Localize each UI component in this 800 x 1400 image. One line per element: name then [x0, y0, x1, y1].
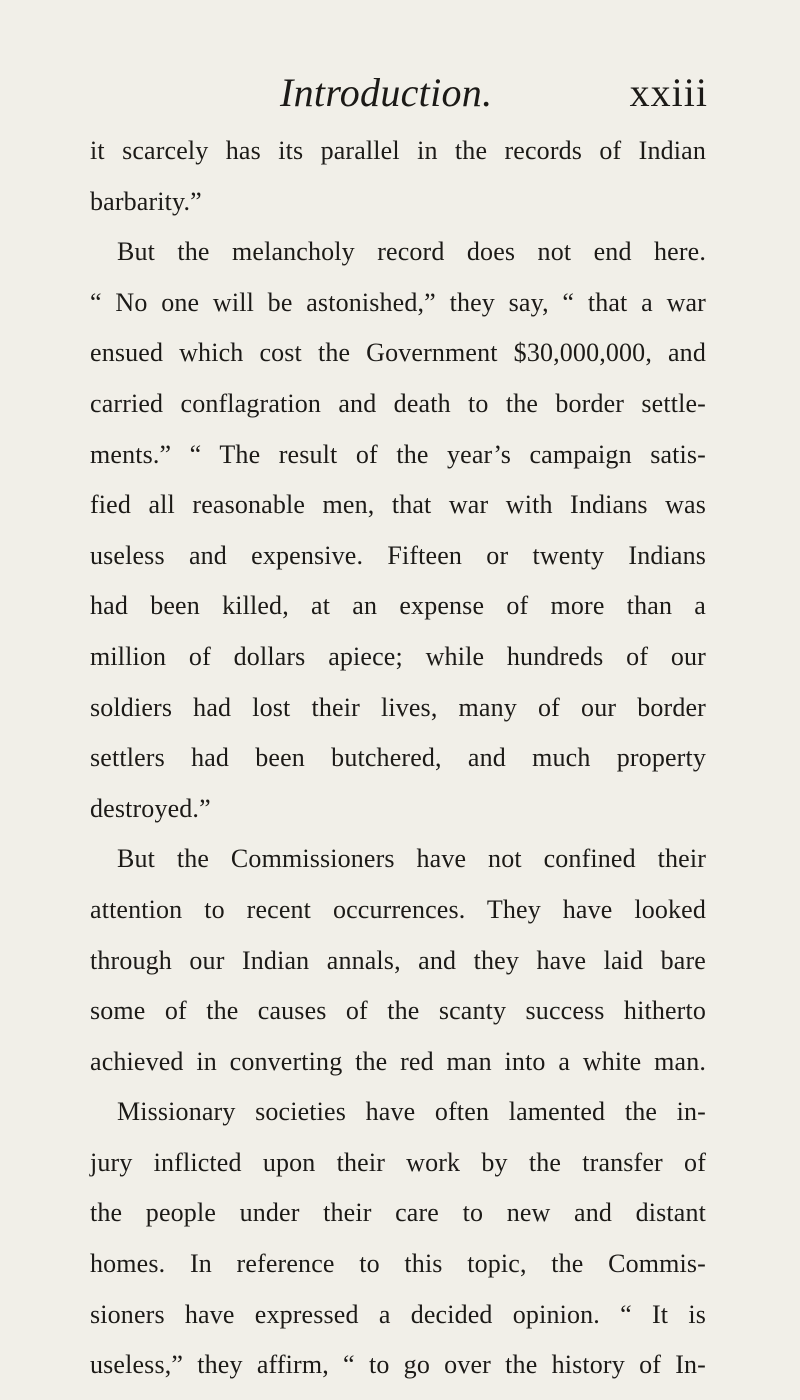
text-line: But the Commissioners have not confined their — [117, 844, 706, 874]
text-line: settlers had been butchered, and much property — [90, 743, 706, 773]
text-line: But the melancholy record does not end here. — [117, 237, 706, 267]
text-line: sioners have expressed a decided opinion. “ It is — [90, 1299, 706, 1329]
text-line: it scarcely has its parallel in the records of Indian — [90, 136, 706, 165]
text-line: the people under their care to new and distant — [90, 1198, 706, 1228]
page-number: xxiii — [629, 70, 708, 115]
running-head — [0, 68, 800, 118]
text-line: achieved in converting the red man into a white man. — [90, 1046, 706, 1076]
text-line: carried conflagration and death to the border settle- — [90, 388, 706, 418]
text-line: Missionary societies have often lamented the in- — [117, 1097, 706, 1127]
text-line: through our Indian annals, and they have laid bare — [90, 945, 706, 975]
body-text — [90, 126, 706, 1391]
text-line: useless,” they affirm, “ to go over the history of In- — [90, 1350, 706, 1380]
text-line: useless and expensive. Fifteen or twenty Indians — [90, 540, 706, 570]
text-line: ments.” “ The result of the year’s campaign satis- — [90, 439, 706, 469]
text-line: soldiers had lost their lives, many of our border — [90, 692, 706, 722]
text-line: barbarity.” — [90, 186, 202, 216]
text-line: ensued which cost the Government $30,000,000, and — [90, 338, 706, 368]
text-line: homes. In reference to this topic, the Commis- — [90, 1249, 706, 1279]
text-line: million of dollars apiece; while hundreds of our — [90, 641, 706, 671]
text-line: some of the causes of the scanty success hitherto — [90, 996, 706, 1026]
text-line: had been killed, at an expense of more than a — [90, 591, 706, 621]
text-line: attention to recent occurrences. They have looked — [90, 894, 706, 924]
text-line: destroyed.” — [90, 793, 211, 823]
text-line: fied all reasonable men, that war with Indians was — [90, 490, 706, 520]
text-line: “ No one will be astonished,” they say, “ that a war — [90, 287, 706, 317]
text-line: jury inflicted upon their work by the transfer of — [90, 1147, 706, 1177]
running-title: Introduction. — [280, 70, 493, 115]
